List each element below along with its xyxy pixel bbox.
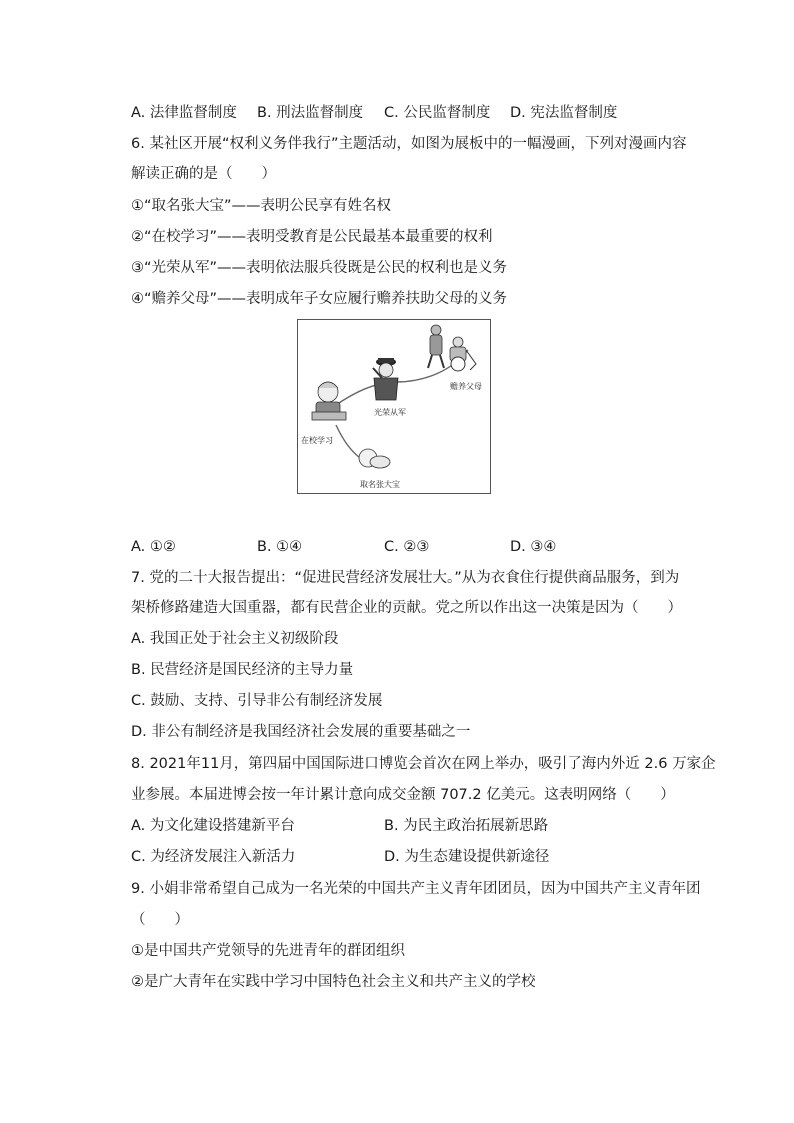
cartoon-illustration xyxy=(298,320,490,493)
q8-stem-line2: 业参展。本届进博会按一年计累计意向成交金额 707.2 亿美元。这表明网络（ ） xyxy=(131,787,675,803)
caption-name: 取名张大宝 xyxy=(360,480,400,489)
rights-duties-cartoon xyxy=(297,319,491,494)
q6-option-b: B. ①④ xyxy=(257,539,303,555)
q6-option-a: A. ①② xyxy=(131,539,176,555)
q8-stem-line1: 8. 2021年11月，第四届中国国际进口博览会首次在网上举办，吸引了海内外近 2.6 万家企 xyxy=(131,756,716,772)
caption-support-parents: 赡养父母 xyxy=(450,382,482,391)
q6-item-3: ③“光荣从军”——表明依法服兵役既是公民的权利也是义务 xyxy=(131,260,508,276)
q6-item-1: ①“取名张大宝”——表明公民享有姓名权 xyxy=(131,198,392,214)
q6-stem-line1: 6. 某社区开展“权利义务伴我行”主题活动，如图为展板中的一幅漫画，下列对漫画内容 xyxy=(131,136,687,152)
q9-stem-line1: 9. 小娟非常希望自己成为一名光荣的中国共产主义青年团团员，因为中国共产主义青年团 xyxy=(131,881,701,897)
q6-item-4: ④“赡养父母”——表明成年子女应履行赡养扶助父母的义务 xyxy=(131,291,508,307)
q7-stem-line2: 架桥修路建造大国重器，都有民营企业的贡献。党之所以作出这一决策是因为（ ） xyxy=(131,600,682,616)
q5-option-a: A. 法律监督制度 xyxy=(131,105,237,121)
q7-option-b: B. 民营经济是国民经济的主导力量 xyxy=(131,662,354,678)
q9-item-2: ②是广大青年在实践中学习中国特色社会主义和共产主义的学校 xyxy=(131,974,536,990)
q9-item-1: ①是中国共产党领导的先进青年的群团组织 xyxy=(131,943,405,959)
q7-stem-line1: 7. 党的二十大报告提出：“促进民营经济发展壮大。”从为衣食住行提供商品服务，到为 xyxy=(131,570,680,586)
q6-option-d: D. ③④ xyxy=(510,539,557,555)
q8-option-a: A. 为文化建设搭建新平台 xyxy=(131,818,295,834)
caption-school: 在校学习 xyxy=(301,436,333,445)
q8-option-c: C. 为经济发展注入新活力 xyxy=(131,849,296,865)
q8-option-d: D. 为生态建设提供新途径 xyxy=(384,849,550,865)
q5-option-d: D. 宪法监督制度 xyxy=(510,105,618,121)
elderly-care-figure xyxy=(428,325,476,371)
q6-stem-line2: 解读正确的是（ ） xyxy=(131,166,276,182)
q5-option-c: C. 公民监督制度 xyxy=(384,105,491,121)
q8-option-b: B. 为民主政治拓展新思路 xyxy=(384,818,549,834)
q7-option-d: D. 非公有制经济是我国经济社会发展的重要基础之一 xyxy=(131,724,471,740)
q9-stem-line2: （ ） xyxy=(131,912,189,928)
caption-army: 光荣从军 xyxy=(374,408,406,417)
q6-option-c: C. ②③ xyxy=(384,539,430,555)
baby-figure xyxy=(359,449,390,468)
q7-option-a: A. 我国正处于社会主义初级阶段 xyxy=(131,631,339,647)
soldier-figure xyxy=(373,358,398,400)
q6-item-2: ②“在校学习”——表明受教育是公民最基本最重要的权利 xyxy=(131,229,493,245)
q5-option-b: B. 刑法监督制度 xyxy=(257,105,364,121)
q7-option-c: C. 鼓励、支持、引导非公有制经济发展 xyxy=(131,693,383,709)
